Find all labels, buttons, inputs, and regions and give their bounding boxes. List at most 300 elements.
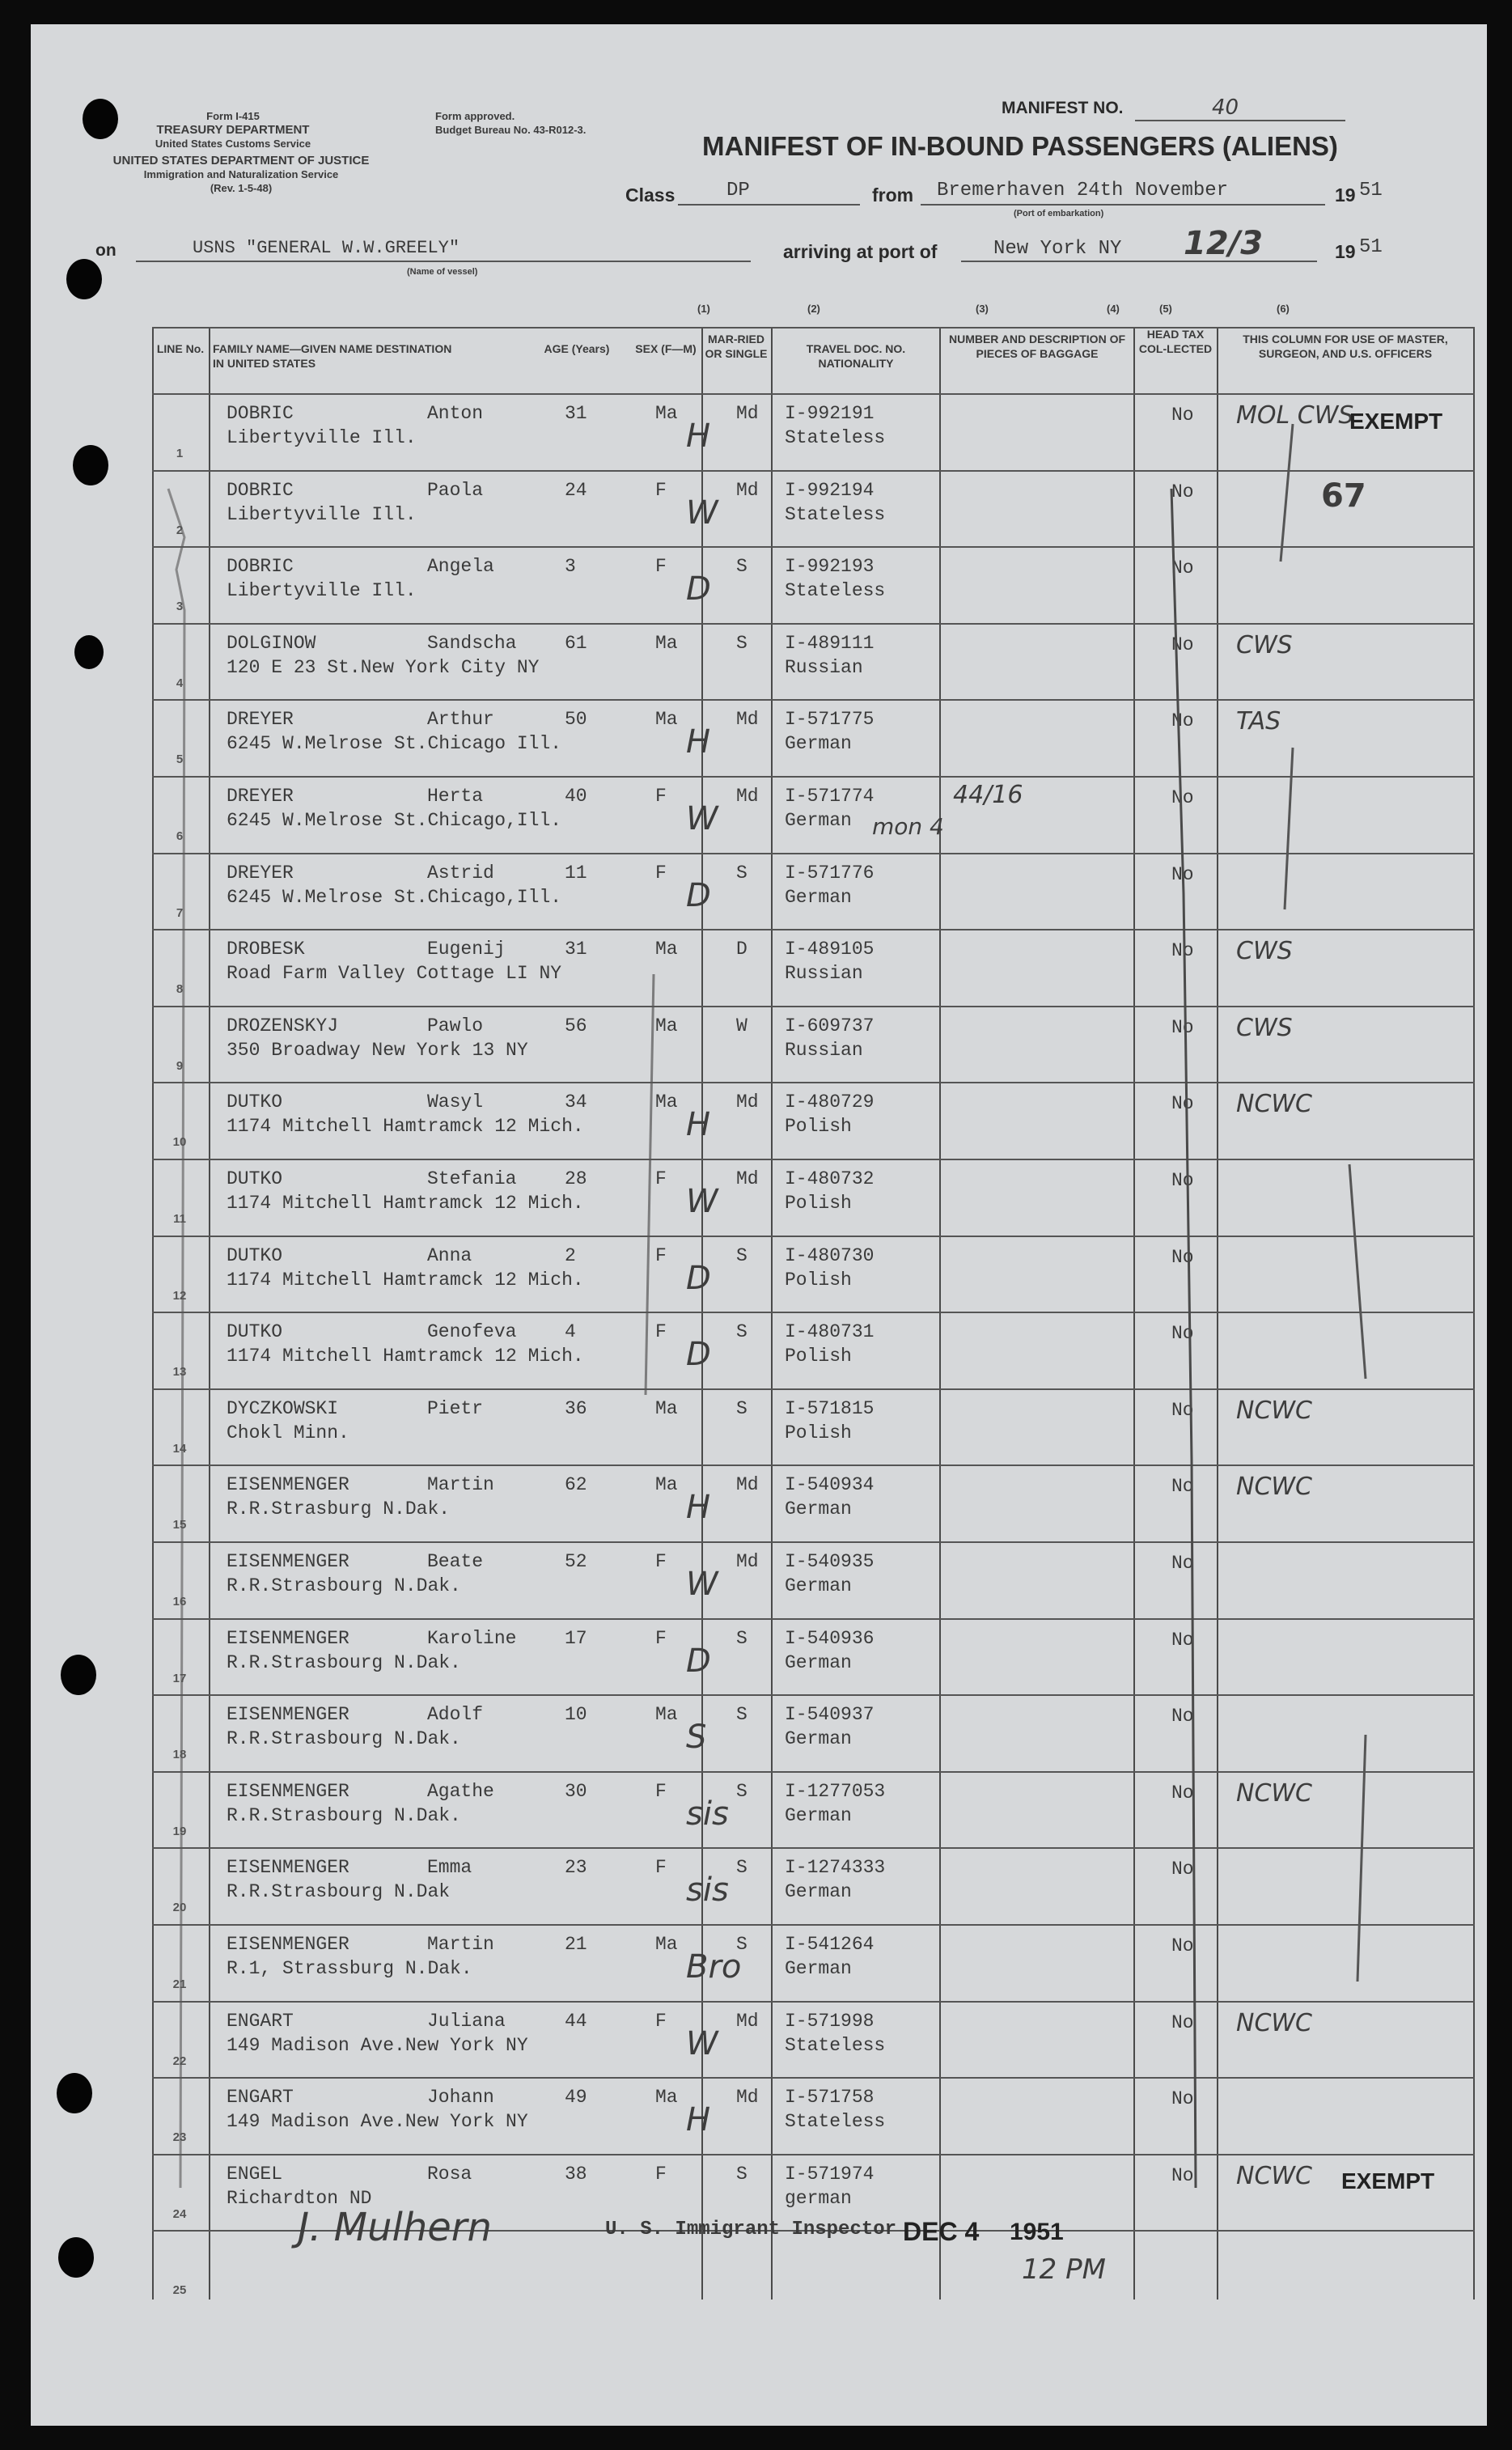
- given-name: Genofeva: [427, 1321, 517, 1343]
- marital-status: S: [736, 1397, 748, 1419]
- marital-status: Md: [736, 786, 759, 807]
- punch-hole: [83, 99, 118, 139]
- time-note: 12 PM: [1022, 2253, 1106, 2286]
- travel-doc-number: I-992194: [785, 479, 875, 501]
- remark-bracket-1: [1281, 424, 1293, 562]
- nationality: Russian: [785, 1039, 863, 1061]
- form-number: Form I-415: [206, 110, 260, 122]
- line-number: 15: [172, 1518, 187, 1532]
- marital-status: Md: [736, 403, 759, 424]
- head-tax: No: [1171, 634, 1194, 655]
- nationality: Russian: [785, 963, 863, 985]
- travel-doc-number: I-571974: [785, 2163, 875, 2185]
- sex: F: [655, 1627, 667, 1649]
- exempt-stamp-top: EXEMPT: [1349, 409, 1443, 434]
- remark-bracket-2: [1285, 748, 1293, 909]
- from-line: [921, 204, 1325, 206]
- given-name: Anna: [427, 1244, 472, 1266]
- col-header-age: AGE (Years): [544, 342, 610, 355]
- given-name: Johann: [427, 2087, 494, 2109]
- family-name: DOBRIC: [227, 556, 294, 578]
- destination: 1174 Mitchell Hamtramck 12 Mich.: [227, 1193, 584, 1214]
- family-name: EISENMENGER: [227, 1857, 349, 1879]
- travel-doc-number: I-489111: [785, 632, 875, 654]
- destination: 350 Broadway New York 13 NY: [227, 1039, 528, 1061]
- marital-status: Md: [736, 1091, 759, 1113]
- form-agency-block: [128, 109, 338, 150]
- sex: Ma: [655, 2087, 678, 2109]
- age: 38: [565, 2163, 587, 2185]
- col-header-travel: TRAVEL DOC. NO. NATIONALITY: [806, 342, 906, 370]
- justice-block: [79, 154, 403, 195]
- col-header-name: FAMILY NAME—GIVEN NAME DESTINATION IN UNITED STATES: [213, 342, 452, 370]
- justice-label: UNITED STATES DEPARTMENT OF JUSTICE: [112, 154, 370, 167]
- family-name: DROBESK: [227, 939, 305, 960]
- vessel-value: USNS "GENERAL W.W.GREELY": [193, 238, 460, 258]
- age: 24: [565, 479, 587, 501]
- given-name: Juliana: [427, 2010, 506, 2032]
- relation-initial: D: [686, 1336, 711, 1374]
- relation-initial: W: [686, 1183, 718, 1220]
- age: 11: [565, 862, 587, 884]
- officer-remark: CWS: [1236, 1013, 1293, 1042]
- given-name: Paola: [427, 479, 484, 501]
- nationality: Stateless: [785, 427, 886, 448]
- manifest-no-line: [1135, 120, 1345, 121]
- travel-doc-number: I-571775: [785, 709, 875, 731]
- destination: Libertyville Ill.: [227, 580, 417, 602]
- destination: R.R.Strasbourg N.Dak.: [227, 1728, 461, 1750]
- nationality: Polish: [785, 1193, 852, 1214]
- punch-hole: [61, 1655, 96, 1695]
- marital-status: S: [736, 1704, 748, 1726]
- travel-doc-number: I-571758: [785, 2087, 875, 2109]
- inspector-label: U. S. Immigrant Inspector: [605, 2219, 897, 2240]
- nationality: German: [785, 810, 852, 831]
- given-name: Martin: [427, 1934, 494, 1955]
- relation-initial: D: [686, 570, 711, 608]
- travel-doc-number: I-540936: [785, 1627, 875, 1649]
- destination: 6245 W.Melrose St.Chicago,Ill.: [227, 886, 562, 908]
- col-header-head-tax: HEAD TAX COL-LECTED: [1138, 328, 1213, 355]
- family-name: DOLGINOW: [227, 632, 316, 654]
- nationality: German: [785, 1498, 852, 1520]
- given-name: Arthur: [427, 709, 494, 731]
- marital-status: S: [736, 1321, 748, 1343]
- marital-status: S: [736, 632, 748, 654]
- relation-initial: W: [686, 494, 718, 532]
- col-number-6: (6): [1277, 303, 1290, 315]
- travel-doc-number: I-480730: [785, 1244, 875, 1266]
- punch-hole: [66, 259, 102, 299]
- vessel-caption: (Name of vessel): [407, 267, 478, 277]
- date-stamp: DEC 4: [903, 2217, 980, 2246]
- line-number: 6: [176, 829, 184, 843]
- form-approved: Form approved.: [435, 110, 515, 122]
- family-name: DUTKO: [227, 1244, 283, 1266]
- age: 31: [565, 939, 587, 960]
- line-number: 9: [176, 1058, 184, 1073]
- officer-remark: NCWC: [1236, 2161, 1312, 2190]
- travel-doc-number: I-480731: [785, 1321, 875, 1343]
- travel-doc-number: I-571774: [785, 786, 875, 807]
- col-number-1: (1): [697, 303, 710, 315]
- tax-column-stroke: [1171, 489, 1196, 2188]
- age: 50: [565, 709, 587, 731]
- marital-status: S: [736, 1627, 748, 1649]
- marital-status: S: [736, 1244, 748, 1266]
- destination: 120 E 23 St.New York City NY: [227, 656, 540, 678]
- line-number: 21: [172, 1977, 187, 1991]
- destination: Richardton ND: [227, 2187, 372, 2209]
- manifest-table: [152, 327, 1475, 2300]
- remark-bracket-3: [1349, 1164, 1366, 1379]
- travel-doc-number: I-1274333: [785, 1857, 886, 1879]
- travel-doc-number: I-540935: [785, 1551, 875, 1572]
- nationality: German: [785, 1651, 852, 1673]
- sex: F: [655, 479, 667, 501]
- given-name: Herta: [427, 786, 484, 807]
- year1-prefix: 19: [1335, 184, 1356, 206]
- family-bracket: [646, 974, 654, 1395]
- head-tax: No: [1171, 2164, 1194, 2186]
- vessel-line: [136, 261, 751, 262]
- number-67: 67: [1321, 477, 1366, 515]
- line-number: 20: [172, 1901, 187, 1915]
- punch-hole: [57, 2073, 92, 2113]
- col-header-baggage: NUMBER AND DESCRIPTION OF PIECES OF BAGGAGE: [948, 333, 1126, 360]
- family-name: EISENMENGER: [227, 1474, 349, 1496]
- marital-status: D: [736, 939, 748, 960]
- relation-initial: D: [686, 1642, 711, 1680]
- travel-doc-number: I-571815: [785, 1397, 875, 1419]
- age: 36: [565, 1397, 587, 1419]
- note-mon: mon 4: [872, 813, 944, 840]
- sex: Ma: [655, 1704, 678, 1726]
- family-name: DUTKO: [227, 1091, 283, 1113]
- sex: Ma: [655, 1091, 678, 1113]
- head-tax: No: [1171, 940, 1194, 962]
- marital-status: Md: [736, 479, 759, 501]
- nationality: Polish: [785, 1346, 852, 1367]
- punch-hole: [58, 2237, 94, 2278]
- port-line: [961, 261, 1317, 262]
- head-tax: No: [1171, 1399, 1194, 1421]
- given-name: Anton: [427, 403, 484, 424]
- head-tax: No: [1171, 710, 1194, 732]
- manifest-title: MANIFEST OF IN-BOUND PASSENGERS (ALIENS): [702, 131, 1338, 161]
- line-number: 11: [173, 1212, 186, 1226]
- relation-initial: S: [686, 1719, 707, 1757]
- marital-status: Md: [736, 1168, 759, 1189]
- note-44-16: 44/16: [953, 781, 1023, 809]
- col-header-line: LINE No.: [156, 342, 205, 355]
- family-name: DREYER: [227, 709, 294, 731]
- relation-initial: D: [686, 1259, 711, 1297]
- age: 31: [565, 403, 587, 424]
- margin-stroke: [168, 489, 184, 2188]
- budget-bureau: Budget Bureau No. 43-R012-3.: [435, 124, 587, 136]
- sex: Ma: [655, 939, 678, 960]
- relation-initial: sis: [686, 1795, 729, 1833]
- from-value: Bremerhaven 24th November: [937, 180, 1229, 201]
- nationality: Polish: [785, 1422, 852, 1443]
- age: 34: [565, 1091, 587, 1113]
- family-name: EISENMENGER: [227, 1627, 349, 1649]
- relation-initial: H: [686, 1106, 711, 1144]
- nationality: German: [785, 733, 852, 755]
- given-name: Angela: [427, 556, 494, 578]
- col-number-3: (3): [976, 303, 989, 315]
- head-tax: No: [1171, 557, 1194, 579]
- officer-remark: NCWC: [1236, 2008, 1312, 2037]
- family-name: DOBRIC: [227, 479, 294, 501]
- line-number: 5: [176, 752, 184, 767]
- sex: Ma: [655, 709, 678, 731]
- head-tax: No: [1171, 2011, 1194, 2033]
- travel-doc-number: I-480729: [785, 1091, 875, 1113]
- line-number: 19: [172, 1824, 187, 1838]
- age: 3: [565, 556, 576, 578]
- officer-remark: CWS: [1236, 937, 1293, 966]
- sex: Ma: [655, 1015, 678, 1036]
- travel-doc-number: I-571776: [785, 862, 875, 884]
- sex: Ma: [655, 1397, 678, 1419]
- given-name: Beate: [427, 1551, 484, 1572]
- treasury-label: TREASURY DEPARTMENT: [156, 123, 310, 137]
- destination: 149 Madison Ave.New York NY: [227, 2111, 528, 2133]
- age: 40: [565, 786, 587, 807]
- marital-status: S: [736, 2163, 748, 2185]
- line-number: 22: [172, 2054, 187, 2068]
- given-name: Adolf: [427, 1704, 484, 1726]
- family-name: DOBRIC: [227, 403, 294, 424]
- col-number-5: (5): [1159, 303, 1172, 315]
- destination: R.1, Strassburg N.Dak.: [227, 1958, 472, 1979]
- col-header-sex: SEX (F—M): [635, 342, 697, 355]
- destination: 1174 Mitchell Hamtramck 12 Mich.: [227, 1116, 584, 1138]
- year2-value: 51: [1359, 236, 1383, 258]
- given-name: Eugenij: [427, 939, 506, 960]
- line-number: 25: [172, 2283, 187, 2298]
- line-number: 10: [172, 1135, 187, 1150]
- age: 52: [565, 1551, 587, 1572]
- age: 17: [565, 1627, 587, 1649]
- sex: F: [655, 2010, 667, 2032]
- destination: Road Farm Valley Cottage LI NY: [227, 963, 562, 985]
- nationality: German: [785, 1881, 852, 1903]
- travel-doc-number: I-540937: [785, 1704, 875, 1726]
- nationality: German: [785, 1958, 852, 1979]
- sex: F: [655, 786, 667, 807]
- nationality: Stateless: [785, 2111, 886, 2133]
- head-tax: No: [1171, 1323, 1194, 1345]
- travel-doc-number: I-609737: [785, 1015, 875, 1036]
- sex: F: [655, 862, 667, 884]
- family-name: DREYER: [227, 862, 294, 884]
- relation-initial: W: [686, 2024, 718, 2062]
- head-tax: No: [1171, 1170, 1194, 1191]
- officer-remark: NCWC: [1236, 1090, 1312, 1119]
- age: 61: [565, 632, 587, 654]
- destination: R.R.Strasbourg N.Dak: [227, 1881, 451, 1903]
- col-header-officers: THIS COLUMN FOR USE OF MASTER, SURGEON, AND U.S. OFFICERS: [1243, 333, 1448, 360]
- head-tax: No: [1171, 863, 1194, 885]
- relation-initial: D: [686, 876, 711, 914]
- punch-hole: [74, 635, 104, 669]
- age: 4: [565, 1321, 576, 1343]
- age: 49: [565, 2087, 587, 2109]
- head-tax: No: [1171, 2088, 1194, 2110]
- sex: Ma: [655, 1934, 678, 1955]
- year2-prefix: 19: [1335, 241, 1356, 262]
- head-tax: No: [1171, 1476, 1194, 1498]
- sex: F: [655, 1321, 667, 1343]
- officer-remark: NCWC: [1236, 1473, 1312, 1502]
- from-label: from: [872, 184, 914, 206]
- marital-status: S: [736, 556, 748, 578]
- marital-status: S: [736, 862, 748, 884]
- marital-status: Md: [736, 2087, 759, 2109]
- head-tax: No: [1171, 1859, 1194, 1880]
- sex: F: [655, 2163, 667, 2185]
- age: 62: [565, 1474, 587, 1496]
- port-value: New York NY: [993, 238, 1122, 260]
- relation-initial: H: [686, 2101, 711, 2139]
- sex: Ma: [655, 632, 678, 654]
- sex: Ma: [655, 403, 678, 424]
- travel-doc-number: I-540934: [785, 1474, 875, 1496]
- given-name: Agathe: [427, 1780, 494, 1802]
- head-tax: No: [1171, 1093, 1194, 1115]
- family-name: DYCZKOWSKI: [227, 1397, 339, 1419]
- destination: R.R.Strasbourg N.Dak.: [227, 1651, 461, 1673]
- age: 21: [565, 1934, 587, 1955]
- line-number: 24: [172, 2206, 187, 2221]
- line-number: 17: [172, 1671, 187, 1685]
- sex: F: [655, 1244, 667, 1266]
- destination: 1174 Mitchell Hamtramck 12 Mich.: [227, 1269, 584, 1291]
- destination: 149 Madison Ave.New York NY: [227, 2034, 528, 2056]
- arriving-label: arriving at port of: [783, 241, 938, 262]
- destination: Libertyville Ill.: [227, 503, 417, 525]
- officer-remark: MOL CWS: [1236, 401, 1354, 430]
- head-tax: No: [1171, 1016, 1194, 1038]
- class-line: [678, 204, 860, 206]
- travel-doc-number: I-489105: [785, 939, 875, 960]
- remark-bracket-4: [1357, 1735, 1366, 1982]
- given-name: Astrid: [427, 862, 494, 884]
- inspector-signature: J. Mulhern: [298, 2205, 492, 2250]
- nationality: Polish: [785, 1116, 852, 1138]
- nationality: German: [785, 1575, 852, 1596]
- age: 28: [565, 1168, 587, 1189]
- destination: 1174 Mitchell Hamtramck 12 Mich.: [227, 1346, 584, 1367]
- head-tax: No: [1171, 1246, 1194, 1268]
- destination: R.R.Strasburg N.Dak.: [227, 1498, 451, 1520]
- destination: 6245 W.Melrose St.Chicago,Ill.: [227, 810, 562, 831]
- given-name: Martin: [427, 1474, 494, 1496]
- relation-initial: sis: [686, 1871, 729, 1910]
- year-stamp: 1951: [1010, 2219, 1064, 2245]
- sex: F: [655, 556, 667, 578]
- family-name: EISENMENGER: [227, 1551, 349, 1572]
- travel-doc-number: I-571998: [785, 2010, 875, 2032]
- travel-doc-number: I-480732: [785, 1168, 875, 1189]
- embarkation-caption: (Port of embarkation): [1014, 209, 1104, 218]
- family-name: ENGEL: [227, 2163, 283, 2185]
- line-number: 1: [176, 447, 184, 460]
- travel-doc-number: I-992193: [785, 556, 875, 578]
- relation-initial: W: [686, 1566, 718, 1603]
- nationality: Russian: [785, 656, 863, 678]
- col-header-married: MAR-RIED OR SINGLE: [705, 333, 768, 360]
- family-name: EISENMENGER: [227, 1780, 349, 1802]
- officer-remark: CWS: [1236, 630, 1293, 659]
- given-name: Rosa: [427, 2163, 472, 2185]
- age: 2: [565, 1244, 576, 1266]
- head-tax: No: [1171, 1935, 1194, 1956]
- marital-status: S: [736, 1934, 748, 1955]
- sex: F: [655, 1168, 667, 1189]
- line-number: 3: [176, 600, 184, 614]
- destination: R.R.Strasbourg N.Dak.: [227, 1575, 461, 1596]
- sex: Ma: [655, 1474, 678, 1496]
- head-tax: No: [1171, 787, 1194, 808]
- relation-initial: H: [686, 723, 711, 761]
- officer-remark: NCWC: [1236, 1778, 1312, 1808]
- handwritten-marks: [152, 327, 1475, 2300]
- destination: R.R.Strasbourg N.Dak.: [227, 1804, 461, 1826]
- family-name: EISENMENGER: [227, 1704, 349, 1726]
- line-number: 4: [176, 676, 184, 690]
- line-number: 23: [172, 2130, 187, 2145]
- age: 30: [565, 1780, 587, 1802]
- head-tax: No: [1171, 481, 1194, 502]
- family-name: DUTKO: [227, 1168, 283, 1189]
- customs-label: United States Customs Service: [155, 138, 311, 150]
- officer-remark: NCWC: [1236, 1396, 1312, 1425]
- travel-doc-number: I-1277053: [785, 1780, 886, 1802]
- nationality: Stateless: [785, 580, 886, 602]
- given-name: Wasyl: [427, 1091, 484, 1113]
- travel-doc-number: I-992191: [785, 403, 875, 424]
- sex: F: [655, 1857, 667, 1879]
- line-number: 12: [172, 1288, 187, 1303]
- line-number: 7: [176, 905, 184, 920]
- age: 56: [565, 1015, 587, 1036]
- punch-hole: [73, 445, 108, 485]
- given-name: Sandscha: [427, 632, 517, 654]
- given-name: Emma: [427, 1857, 472, 1879]
- ins-label: Immigration and Naturalization Service: [143, 168, 339, 180]
- given-name: Stefania: [427, 1168, 517, 1189]
- marital-status: Md: [736, 2010, 759, 2032]
- marital-status: S: [736, 1857, 748, 1879]
- sex: F: [655, 1551, 667, 1572]
- destination: 6245 W.Melrose St.Chicago Ill.: [227, 733, 562, 755]
- nationality: German: [785, 1804, 852, 1826]
- year1-value: 51: [1359, 180, 1383, 201]
- head-tax: No: [1171, 1782, 1194, 1804]
- age: 10: [565, 1704, 587, 1726]
- arrival-date-handwritten: 12/3: [1184, 225, 1264, 262]
- destination: Chokl Minn.: [227, 1422, 349, 1443]
- head-tax: No: [1171, 405, 1194, 426]
- family-name: EISENMENGER: [227, 1934, 349, 1955]
- manifest-no-label: MANIFEST NO.: [1002, 99, 1124, 117]
- given-name: Karoline: [427, 1627, 517, 1649]
